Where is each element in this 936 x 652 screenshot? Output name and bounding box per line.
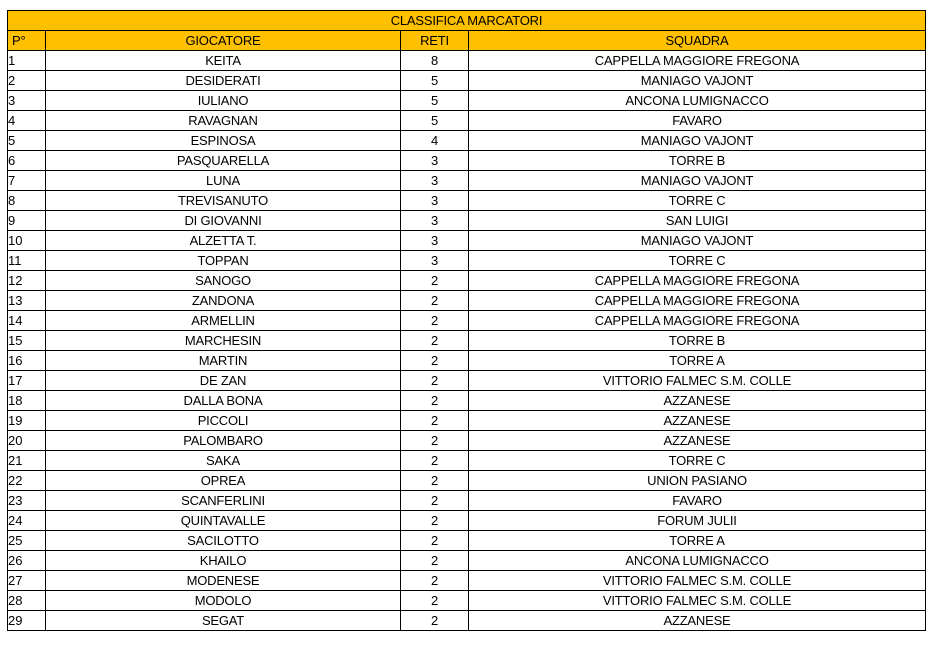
player-cell: TREVISANUTO [46,191,401,211]
table-row [8,231,926,251]
player-cell: MODENESE [46,571,401,591]
position-cell: 23 [8,491,46,511]
goals-cell: 2 [401,571,469,591]
player-cell: DI GIOVANNI [46,211,401,231]
position-cell: 13 [8,291,46,311]
header-row [8,31,926,51]
table-row [8,91,926,111]
table-row [8,431,926,451]
position-cell: 8 [8,191,46,211]
table-row [8,291,926,311]
table-row [8,591,926,611]
table-row [8,511,926,531]
table-row [8,251,926,271]
table-row [8,551,926,571]
goals-cell: 2 [401,471,469,491]
position-cell: 1 [8,51,46,71]
goals-cell: 2 [401,291,469,311]
position-cell: 12 [8,271,46,291]
player-cell: ALZETTA T. [46,231,401,251]
goals-cell: 2 [401,351,469,371]
team-cell: VITTORIO FALMEC S.M. COLLE [469,571,926,591]
table-row [8,391,926,411]
goals-cell: 5 [401,111,469,131]
table-row [8,531,926,551]
team-cell: TORRE C [469,251,926,271]
player-cell: DESIDERATI [46,71,401,91]
table-row [8,611,926,631]
position-cell: 16 [8,351,46,371]
table-row [8,71,926,91]
goals-cell: 2 [401,391,469,411]
team-cell: AZZANESE [469,431,926,451]
table-title: CLASSIFICA MARCATORI [8,11,926,31]
position-cell: 29 [8,611,46,631]
position-cell: 7 [8,171,46,191]
team-cell: ANCONA LUMIGNACCO [469,551,926,571]
team-cell: VITTORIO FALMEC S.M. COLLE [469,371,926,391]
table-body [8,51,926,631]
team-cell: MANIAGO VAJONT [469,131,926,151]
table-row [8,171,926,191]
position-cell: 5 [8,131,46,151]
position-cell: 9 [8,211,46,231]
player-cell: PASQUARELLA [46,151,401,171]
column-header-team: SQUADRA [469,31,926,51]
table-row [8,131,926,151]
position-cell: 19 [8,411,46,431]
player-cell: RAVAGNAN [46,111,401,131]
position-cell: 4 [8,111,46,131]
table-row [8,571,926,591]
position-cell: 18 [8,391,46,411]
player-cell: SAKA [46,451,401,471]
goals-cell: 5 [401,91,469,111]
position-cell: 15 [8,331,46,351]
player-cell: PALOMBARO [46,431,401,451]
column-header-player: GIOCATORE [46,31,401,51]
table-row [8,151,926,171]
team-cell: FAVARO [469,491,926,511]
player-cell: KHAILO [46,551,401,571]
table-row [8,191,926,211]
position-cell: 3 [8,91,46,111]
goals-cell: 2 [401,411,469,431]
goals-cell: 2 [401,371,469,391]
team-cell: MANIAGO VAJONT [469,171,926,191]
team-cell: AZZANESE [469,611,926,631]
position-cell: 27 [8,571,46,591]
goals-cell: 2 [401,611,469,631]
team-cell: AZZANESE [469,391,926,411]
team-cell: TORRE C [469,191,926,211]
team-cell: ANCONA LUMIGNACCO [469,91,926,111]
scorers-table [7,10,926,631]
column-header-position: P° [8,31,46,51]
player-cell: SANOGO [46,271,401,291]
player-cell: QUINTAVALLE [46,511,401,531]
table-row [8,451,926,471]
player-cell: ESPINOSA [46,131,401,151]
goals-cell: 2 [401,531,469,551]
position-cell: 21 [8,451,46,471]
player-cell: MARTIN [46,351,401,371]
goals-cell: 3 [401,211,469,231]
player-cell: TOPPAN [46,251,401,271]
goals-cell: 3 [401,251,469,271]
goals-cell: 3 [401,231,469,251]
table-row [8,211,926,231]
title-row [8,11,926,31]
player-cell: DALLA BONA [46,391,401,411]
team-cell: CAPPELLA MAGGIORE FREGONA [469,311,926,331]
team-cell: FAVARO [469,111,926,131]
table-row [8,271,926,291]
team-cell: TORRE B [469,331,926,351]
team-cell: TORRE B [469,151,926,171]
player-cell: SEGAT [46,611,401,631]
table-row [8,471,926,491]
table-row [8,411,926,431]
goals-cell: 2 [401,271,469,291]
position-cell: 24 [8,511,46,531]
team-cell: TORRE A [469,351,926,371]
team-cell: CAPPELLA MAGGIORE FREGONA [469,51,926,71]
player-cell: ARMELLIN [46,311,401,331]
team-cell: TORRE A [469,531,926,551]
table-row [8,111,926,131]
player-cell: OPREA [46,471,401,491]
team-cell: MANIAGO VAJONT [469,231,926,251]
player-cell: MARCHESIN [46,331,401,351]
table-row [8,51,926,71]
team-cell: CAPPELLA MAGGIORE FREGONA [469,291,926,311]
goals-cell: 2 [401,451,469,471]
player-cell: PICCOLI [46,411,401,431]
goals-cell: 8 [401,51,469,71]
table-row [8,371,926,391]
player-cell: LUNA [46,171,401,191]
position-cell: 26 [8,551,46,571]
position-cell: 22 [8,471,46,491]
position-cell: 17 [8,371,46,391]
position-cell: 14 [8,311,46,331]
goals-cell: 3 [401,171,469,191]
player-cell: MODOLO [46,591,401,611]
team-cell: CAPPELLA MAGGIORE FREGONA [469,271,926,291]
table-row [8,491,926,511]
player-cell: SCANFERLINI [46,491,401,511]
position-cell: 2 [8,71,46,91]
position-cell: 28 [8,591,46,611]
team-cell: SAN LUIGI [469,211,926,231]
goals-cell: 3 [401,151,469,171]
goals-cell: 4 [401,131,469,151]
table-row [8,331,926,351]
team-cell: AZZANESE [469,411,926,431]
team-cell: MANIAGO VAJONT [469,71,926,91]
position-cell: 10 [8,231,46,251]
table-row [8,311,926,331]
goals-cell: 2 [401,591,469,611]
player-cell: ZANDONA [46,291,401,311]
position-cell: 20 [8,431,46,451]
goals-cell: 3 [401,191,469,211]
column-header-goals: RETI [401,31,469,51]
table-row [8,351,926,371]
player-cell: DE ZAN [46,371,401,391]
player-cell: SACILOTTO [46,531,401,551]
position-cell: 25 [8,531,46,551]
team-cell: FORUM JULII [469,511,926,531]
player-cell: IULIANO [46,91,401,111]
goals-cell: 2 [401,331,469,351]
position-cell: 11 [8,251,46,271]
team-cell: TORRE C [469,451,926,471]
team-cell: VITTORIO FALMEC S.M. COLLE [469,591,926,611]
player-cell: KEITA [46,51,401,71]
team-cell: UNION PASIANO [469,471,926,491]
goals-cell: 2 [401,311,469,331]
goals-cell: 2 [401,511,469,531]
goals-cell: 5 [401,71,469,91]
goals-cell: 2 [401,551,469,571]
position-cell: 6 [8,151,46,171]
goals-cell: 2 [401,491,469,511]
goals-cell: 2 [401,431,469,451]
